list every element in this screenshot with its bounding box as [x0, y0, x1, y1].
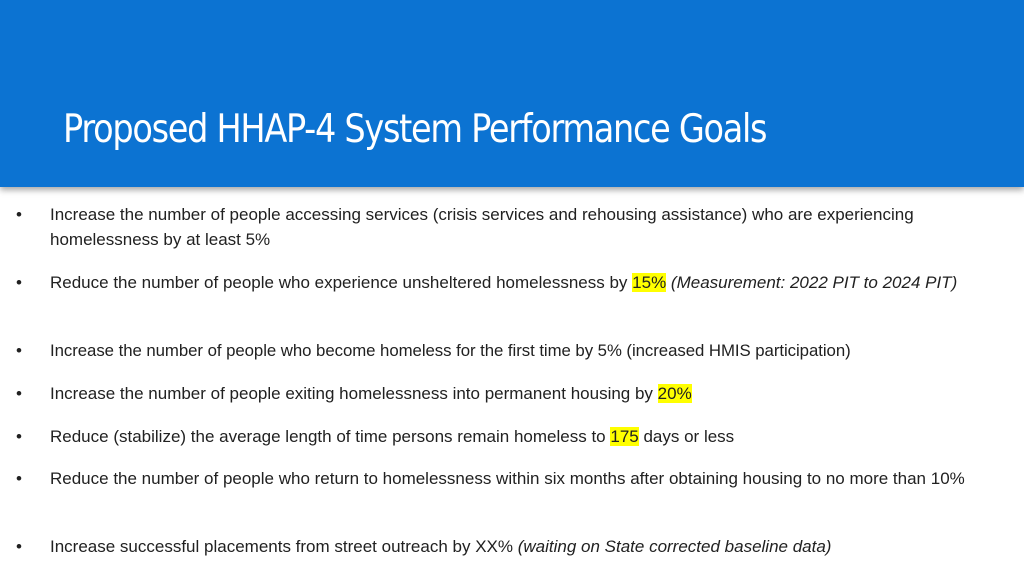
highlighted-value: 20%	[657, 384, 692, 403]
bullet-icon: •	[16, 537, 22, 556]
goal-item-street-outreach	[0, 534, 1010, 559]
goal-text: Reduce the number of people who experience unsheltered homelessness by	[50, 273, 628, 292]
goal-text: Increase the number of people accessing services (crisis services and rehousing assistance) who are experiencing homelessness by at least 5%	[50, 205, 914, 249]
goal-text-line	[50, 270, 998, 295]
highlighted-value: 175	[610, 427, 639, 446]
goal-text: Increase the number of people who become homeless for the first time by 5% (increased HMIS participation)	[50, 341, 851, 360]
slide-title: Proposed HHAP-4 System Performance Goals	[63, 107, 767, 152]
bullet-icon: •	[16, 341, 22, 360]
goal-text: Increase successful placements from street outreach by XX%	[50, 537, 513, 556]
goal-item-unsheltered	[0, 270, 1010, 295]
goal-text-line	[50, 424, 998, 449]
bullet-icon: •	[16, 205, 22, 224]
bullet-icon: •	[16, 469, 22, 488]
goal-text-after: days or less	[643, 427, 735, 446]
goal-text-line	[50, 381, 998, 406]
goal-item-services-access	[0, 202, 1010, 252]
goal-note: (Measurement: 2022 PIT to 2024 PIT)	[670, 273, 958, 292]
goal-text: Reduce the number of people who return to homelessness within six months after obtaining housing to no more than 10%	[50, 469, 965, 488]
goal-text: Increase the number of people exiting homelessness into permanent housing by	[50, 384, 653, 403]
bullet-icon: •	[16, 384, 22, 403]
goal-note: (waiting on State corrected baseline data)	[517, 537, 832, 556]
bullet-icon: •	[16, 273, 22, 292]
goal-item-first-time-homeless	[0, 338, 1010, 363]
goal-item-length-of-time	[0, 424, 1010, 449]
goal-text: Reduce (stabilize) the average length of time persons remain homeless to	[50, 427, 606, 446]
highlighted-value: 15%	[632, 273, 667, 292]
goal-item-returns-to-homelessness	[0, 466, 1010, 491]
bullet-icon: •	[16, 427, 22, 446]
goal-text-line	[50, 534, 998, 559]
goal-item-permanent-housing	[0, 381, 1010, 406]
